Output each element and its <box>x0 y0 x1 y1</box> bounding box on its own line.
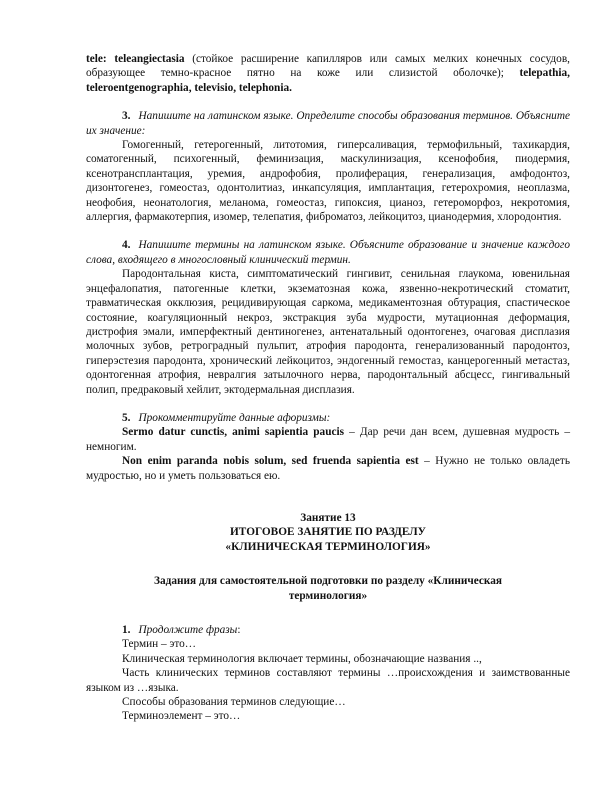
task-5-title: Прокомментируйте данные афоризмы: <box>138 411 331 424</box>
task-5-number: 5. <box>122 411 131 424</box>
tele-paragraph <box>86 52 570 95</box>
aphorism-1-translation: – Дар речи дан всем, душевная мудрость – немногим. <box>86 426 571 453</box>
document-page <box>86 52 570 724</box>
task-1-line: Способы образования терминов следующие… <box>122 696 346 709</box>
task-5-heading <box>86 411 570 425</box>
task-3-number: 3. <box>122 110 131 123</box>
task-4-title: Напишите термины на латинском языке. Объясните образование и значение каждого слова, входящего в многословный клинический термин. <box>86 239 570 266</box>
aphorism-1 <box>86 425 570 454</box>
task-4-number: 4. <box>122 239 131 252</box>
lesson-title: ИТОГОВОЕ ЗАНЯТИЕ ПО РАЗДЕЛУ <box>230 526 426 539</box>
aphorism-1-latin: Sermo datur cunctis, animi sapientia paucis <box>122 426 345 439</box>
aphorism-2-latin: Non enim paranda nobis solum, sed fruenda sapientia est <box>122 455 419 468</box>
tele-examples: telepathia, teleroentgenographia, televisio, telephonia. <box>86 67 570 94</box>
self-study-title: Задания для самостоятельной подготовки по разделу «Клиническая терминология» <box>154 575 502 602</box>
tele-term: tele: teleangiectasia <box>86 53 185 65</box>
task-4-body: Пародонтальная киста, симптоматический гингивит, сенильная глаукома, ювенильная энцефалопатия, патогенные клетки, экзематозная кожа, язвенно-некротический стоматит, травматическая окклюзия, рецидивирующая саркома, медикаментозная обтурация, спастическое состояние, коагуляционный некроз, экстракция зуба мудрости, мутационная деформация, дистрофия эмали, имперфектный дентиногенез, антенатальный одонтогенез, очаговая дисплазия молочных зубов, ретроградный пульпит, атрофия пародонта, генерализованный пародонтоз, гиперэстезия пародонта, хронический лейкоцитоз, эндогенный гемостаз, канцерогенный метастаз, одонтогенная атрофия, невралгия затылочного нерва, пародонтальный абсцесс, гингивальный полип, предраковый хейлит, эктодермальная дисплазия. <box>86 268 570 396</box>
tele-gloss: (стойкое расширение капилляров или самых мелких конечных сосудов, образующее темно-красное пятно на коже или слизистой оболочке); <box>86 53 570 80</box>
task-1-title: Продолжите фразы <box>138 624 238 636</box>
task-1-heading <box>86 623 570 637</box>
aphorism-2 <box>86 454 570 483</box>
task-3-body: Гомогенный, гетерогенный, литотомия, гиперсаливация, термофильный, тахикардия, соматогенный, психогенный, феминизация, маскулинизация, ксенофобия, пиодермия, ксенотрансплантация, уремия, андрофобия, пролиферация, генерализация, амфодонтоз, дизонтогенез, гомеостаз, одонтолитиаз, инкапсуляция, имплантация, гетерохромия, неоплазма, неофобия, неонатология, меланома, гомеостаз, гипоксия, цианоз, гетероморфоз, некротомия, аллергия, фармакотерпия, изомер, телепатия, фиброматоз, лейкоцитоз, цианодермия, хлородонтия. <box>86 139 570 224</box>
task-1-line: Термин – это… <box>122 638 197 651</box>
lesson-number: Занятие 13 <box>300 511 356 524</box>
task-1-line: Клиническая терминология включает термины, обозначающие названия .., <box>122 652 482 665</box>
task-1-number: 1. <box>122 624 131 636</box>
lesson-subtitle: «КЛИНИЧЕСКАЯ ТЕРМИНОЛОГИЯ» <box>225 540 431 553</box>
task-1-line: Часть клинических терминов составляют термины …происхождения и заимствованные языком из …языка. <box>86 667 570 694</box>
task-3-title: Напишите на латинском языке. Определите способы образования терминов. Объясните их значение: <box>86 110 570 137</box>
task-3-heading <box>86 109 570 138</box>
task-4-heading <box>86 238 570 267</box>
task-1-line: Терминоэлемент – это… <box>122 710 241 723</box>
aphorism-2-translation: – Нужно не только овладеть мудростью, но и уметь пользоваться ею. <box>86 455 570 482</box>
task-1-colon: : <box>237 624 241 636</box>
